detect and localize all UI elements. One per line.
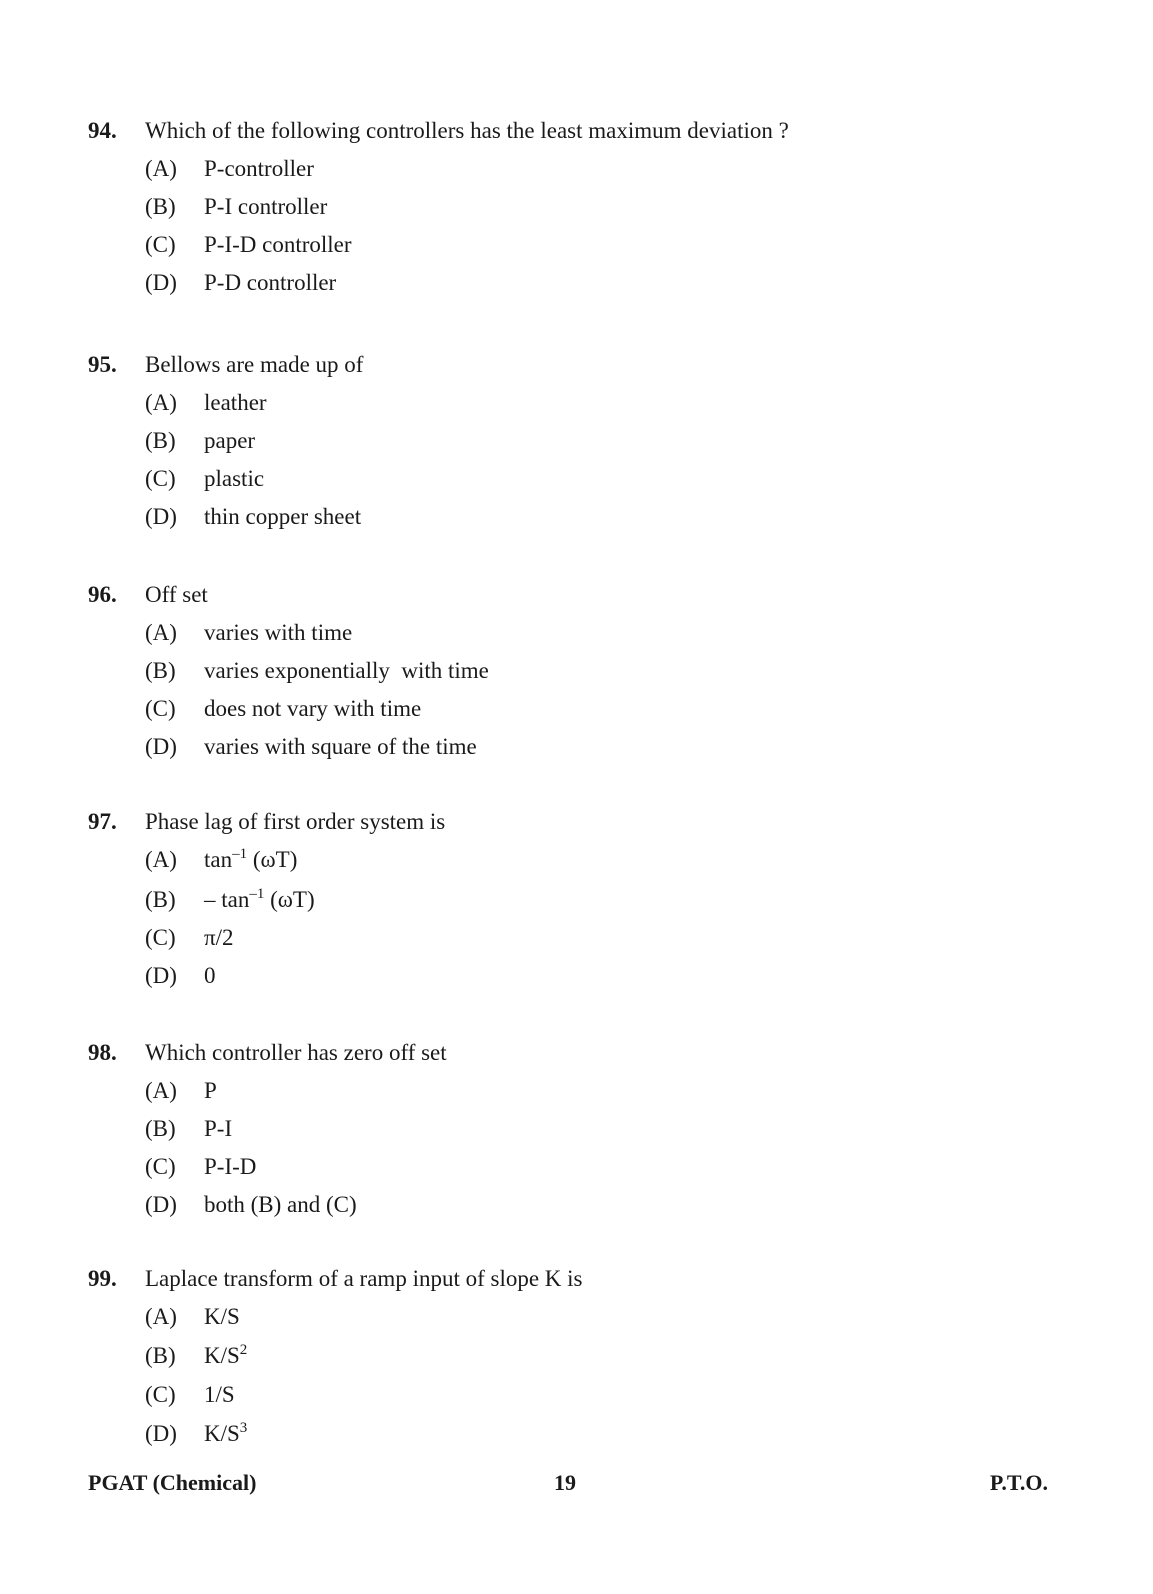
question-98	[88, 1040, 1088, 1230]
option-label: (A)	[145, 1078, 177, 1103]
question-number: 95.	[88, 352, 117, 377]
option-label: (D)	[145, 734, 177, 759]
option-text-after: (ωT)	[247, 847, 298, 872]
option-c	[145, 1154, 1088, 1192]
option-superscript: 2	[239, 1342, 248, 1358]
option-label: (C)	[145, 232, 176, 257]
option-a	[145, 620, 1088, 658]
question-number: 98.	[88, 1040, 117, 1065]
option-label: (C)	[145, 696, 176, 721]
option-label: (C)	[145, 1382, 176, 1407]
option-text: paper	[204, 428, 256, 453]
option-text	[204, 887, 315, 913]
option-label: (D)	[145, 963, 177, 988]
option-text-main: K/S	[204, 1343, 240, 1368]
option-text: P-I-D	[204, 1154, 257, 1179]
option-c	[145, 1382, 1088, 1421]
option-c	[145, 466, 1088, 504]
option-c	[145, 925, 1088, 963]
question-95	[88, 352, 1088, 542]
option-superscript: –1	[232, 846, 248, 862]
question-text: Laplace transform of a ramp input of slope K is	[145, 1266, 583, 1291]
option-text	[204, 1421, 247, 1447]
option-label: (D)	[145, 504, 177, 529]
option-label: (D)	[145, 270, 177, 295]
option-superscript: 3	[239, 1420, 248, 1436]
question-94	[88, 118, 1088, 308]
option-b	[145, 1116, 1088, 1154]
question-number: 94.	[88, 118, 117, 143]
option-text: K/S	[204, 1304, 240, 1329]
option-text: P-I controller	[204, 194, 328, 219]
option-text-main: K/S	[204, 1421, 240, 1446]
option-b	[145, 428, 1088, 466]
option-text: does not vary with time	[204, 696, 422, 721]
option-label: (B)	[145, 194, 176, 219]
question-text: Which of the following controllers has the least maximum deviation ?	[145, 118, 789, 143]
question-96	[88, 582, 1088, 772]
option-text: varies exponentially with time	[204, 658, 489, 683]
question-97	[88, 809, 1088, 1001]
option-label: (C)	[145, 925, 176, 950]
option-superscript: –1	[249, 886, 265, 902]
option-text: leather	[204, 390, 267, 415]
question-number: 96.	[88, 582, 117, 607]
option-label: (B)	[145, 658, 176, 683]
option-d	[145, 1421, 1088, 1460]
question-text: Which controller has zero off set	[145, 1040, 447, 1065]
option-b	[145, 887, 1088, 925]
option-text-main: – tan	[204, 887, 250, 912]
option-a	[145, 1304, 1088, 1343]
option-d	[145, 963, 1088, 1001]
option-text: thin copper sheet	[204, 504, 362, 529]
option-label: (D)	[145, 1192, 177, 1217]
question-number: 99.	[88, 1266, 117, 1291]
option-text-after: (ωT)	[264, 887, 315, 912]
option-text: P-I-D controller	[204, 232, 352, 257]
option-a	[145, 156, 1088, 194]
option-text: P-controller	[204, 156, 314, 181]
option-label: (C)	[145, 466, 176, 491]
option-text: plastic	[204, 466, 265, 491]
option-c	[145, 696, 1088, 734]
page-footer	[88, 1470, 1048, 1502]
option-label: (A)	[145, 1304, 177, 1329]
option-b	[145, 1343, 1088, 1382]
option-label: (A)	[145, 620, 177, 645]
option-label: (A)	[145, 390, 177, 415]
option-d	[145, 270, 1088, 308]
option-label: (B)	[145, 1343, 176, 1368]
footer-pto: P.T.O.	[989, 1470, 1048, 1495]
option-text: P-I	[204, 1116, 233, 1141]
footer-exam-title: PGAT (Chemical)	[88, 1470, 257, 1495]
option-text: 0	[204, 963, 216, 988]
question-99	[88, 1266, 1088, 1460]
option-text: π/2	[204, 925, 234, 950]
option-text: P-D controller	[204, 270, 337, 295]
question-text: Phase lag of first order system is	[145, 809, 446, 834]
option-a	[145, 847, 1088, 887]
page-number: 19	[554, 1470, 576, 1495]
option-label: (A)	[145, 847, 177, 872]
option-text-main: tan	[204, 847, 233, 872]
option-text: varies with time	[204, 620, 353, 645]
question-text: Off set	[145, 582, 208, 607]
option-c	[145, 232, 1088, 270]
option-text	[204, 847, 297, 873]
option-d	[145, 1192, 1088, 1230]
option-text: varies with square of the time	[204, 734, 477, 759]
option-d	[145, 504, 1088, 542]
option-b	[145, 194, 1088, 232]
option-b	[145, 658, 1088, 696]
question-text: Bellows are made up of	[145, 352, 364, 377]
option-a	[145, 390, 1088, 428]
question-number: 97.	[88, 809, 117, 834]
option-text: both (B) and (C)	[204, 1192, 357, 1217]
option-label: (B)	[145, 1116, 176, 1141]
option-a	[145, 1078, 1088, 1116]
option-label: (D)	[145, 1421, 177, 1446]
option-label: (B)	[145, 428, 176, 453]
option-label: (B)	[145, 887, 176, 912]
option-d	[145, 734, 1088, 772]
option-text	[204, 1343, 247, 1369]
option-label: (C)	[145, 1154, 176, 1179]
option-label: (A)	[145, 156, 177, 181]
option-text: P	[204, 1078, 217, 1103]
option-text: 1/S	[204, 1382, 235, 1407]
